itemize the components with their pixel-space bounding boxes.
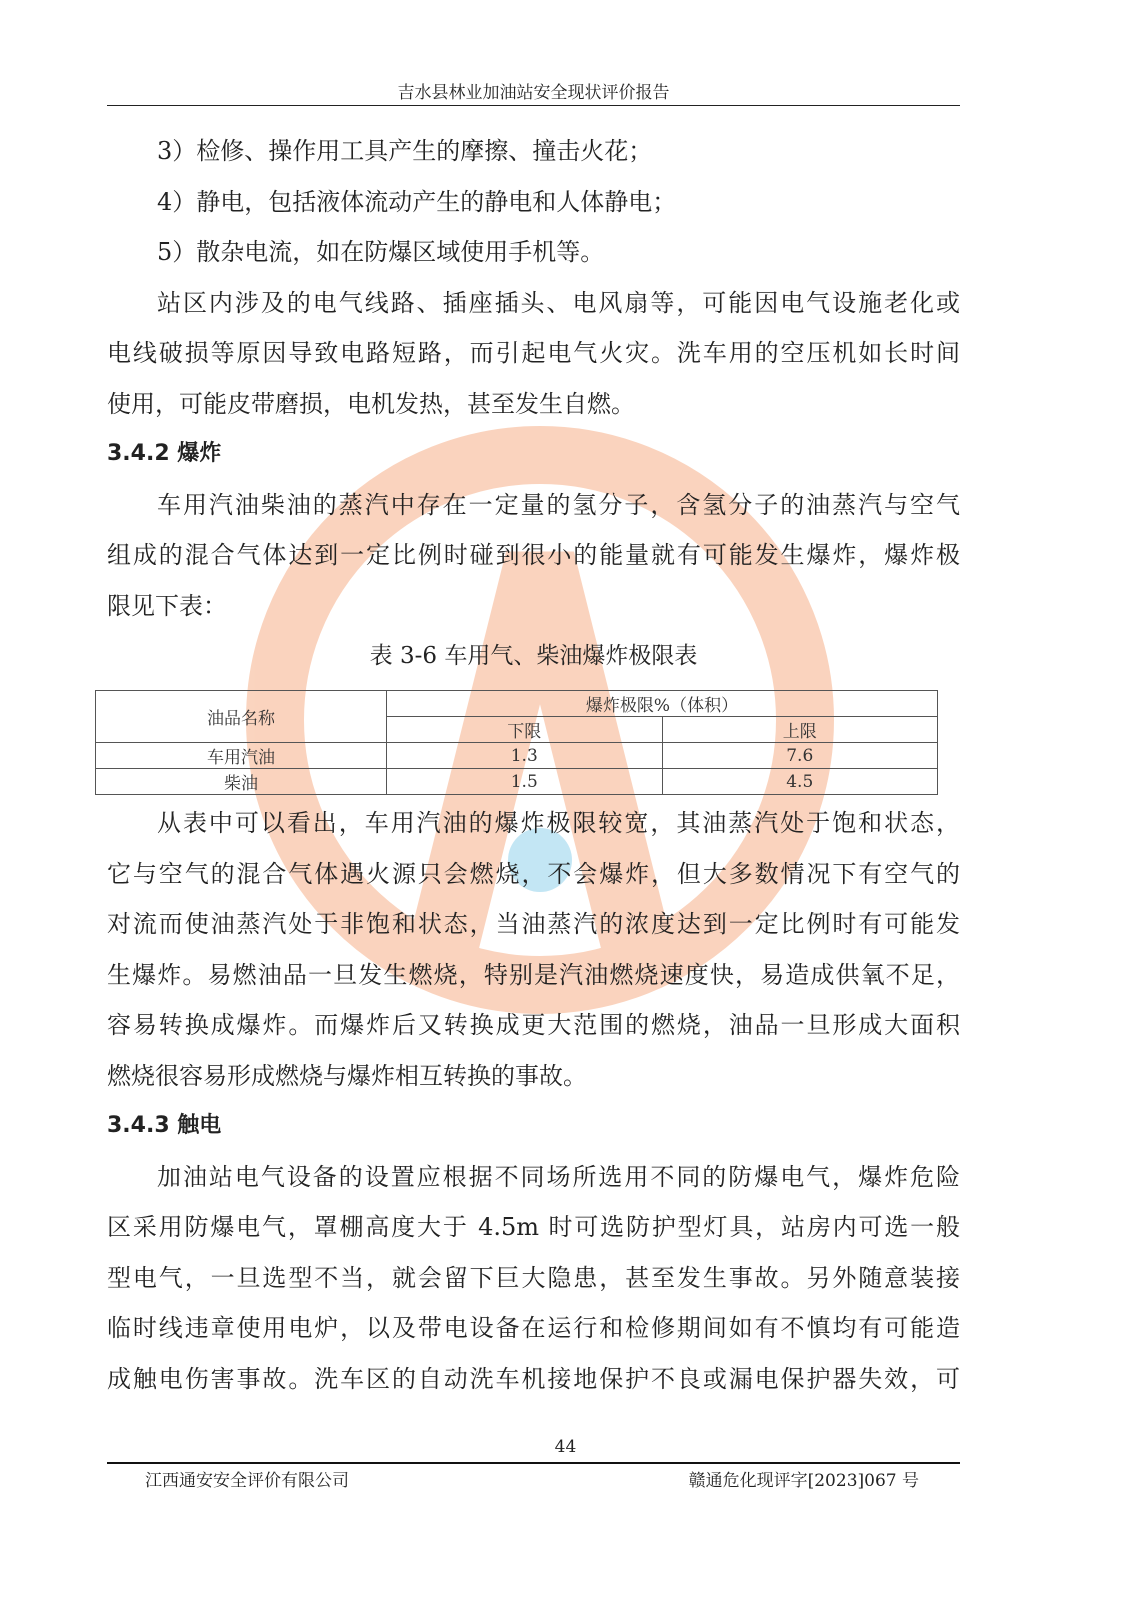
- paragraph-line: 燃烧很容易形成燃烧与爆炸相互转换的事故。: [107, 1061, 587, 1090]
- header-rule: [107, 105, 960, 106]
- cell: 1.5: [387, 769, 663, 795]
- paragraph-line: 限见下表：: [107, 591, 227, 620]
- table-row: [96, 769, 938, 795]
- paragraph-line: 电线破损等原因导致电路短路，而引起电气火灾。洗车用的空压机如长时间: [107, 339, 960, 367]
- paragraph-line: 生爆炸。易燃油品一旦发生燃烧，特别是汽油燃烧速度快，易造成供氧不足，: [107, 960, 960, 989]
- table-row: [96, 743, 938, 769]
- cell: 1.3: [387, 743, 663, 769]
- paragraph-line: 加油站电气设备的设置应根据不同场所选用不同的防爆电气，爆炸危险: [157, 1162, 960, 1191]
- paragraph-line: 从表中可以看出，车用汽油的爆炸极限较宽，其油蒸汽处于饱和状态，: [157, 809, 960, 837]
- paragraph-line: 组成的混合气体达到一定比例时碰到很小的能量就有可能发生爆炸，爆炸极: [107, 541, 960, 569]
- paragraph-line: 型电气，一旦选型不当，就会留下巨大隐患，甚至发生事故。另外随意装接: [107, 1263, 960, 1292]
- cell: 7.6: [662, 743, 938, 769]
- paragraph-line: 成触电伤害事故。洗车区的自动洗车机接地保护不良或漏电保护器失效，可: [107, 1364, 960, 1393]
- paragraph-line: 4）静电，包括液体流动产生的静电和人体静电；: [157, 187, 677, 216]
- table-caption: 表 3-6 车用气、柴油爆炸极限表: [369, 643, 698, 669]
- section-heading: 3.4.2 爆炸: [107, 441, 222, 466]
- footer-rule: [107, 1462, 960, 1464]
- col-header-upper: 上限: [662, 717, 938, 743]
- cell: 柴油: [96, 769, 387, 795]
- paragraph-line: 容易转换成爆炸。而爆炸后又转换成更大范围的燃烧，油品一旦形成大面积: [107, 1011, 960, 1039]
- footer-doc-number: 赣通危化现评字[2023]067 号: [688, 1471, 919, 1491]
- paragraph-line: 使用，可能皮带磨损，电机发热，甚至发生自燃。: [107, 389, 635, 418]
- col-header-explosion-limit: 爆炸极限%（体积）: [387, 691, 938, 717]
- paragraph-line: 站区内涉及的电气线路、插座插头、电风扇等，可能因电气设施老化或: [157, 288, 960, 317]
- paragraph-line: 区采用防爆电气，罩棚高度大于 4.5m 时可选防护型灯具，站房内可选一般: [107, 1213, 960, 1241]
- explosion-limit-table: [95, 690, 938, 795]
- col-header-lower: 下限: [387, 717, 663, 743]
- paragraph-line: 临时线违章使用电炉，以及带电设备在运行和检修期间如有不慎均有可能造: [107, 1314, 960, 1342]
- page-number: 44: [554, 1437, 577, 1457]
- paragraph-line: 5）散杂电流，如在防爆区域使用手机等。: [157, 238, 605, 266]
- cell: 4.5: [662, 769, 938, 795]
- running-header: 吉水县林业加油站安全现状评价报告: [397, 83, 670, 103]
- paragraph-line: 对流而使油蒸汽处于非饱和状态，当油蒸汽的浓度达到一定比例时有可能发: [107, 910, 960, 938]
- paragraph-line: 3）检修、操作用工具产生的摩擦、撞击火花；: [157, 137, 653, 165]
- col-header-oil-name: 油品名称: [96, 691, 387, 743]
- footer-company: 江西通安安全评价有限公司: [145, 1471, 349, 1491]
- section-heading: 3.4.3 触电: [107, 1113, 222, 1138]
- paragraph-line: 车用汽油柴油的蒸汽中存在一定量的氢分子，含氢分子的油蒸汽与空气: [157, 490, 960, 519]
- cell: 车用汽油: [96, 743, 387, 769]
- paragraph-line: 它与空气的混合气体遇火源只会燃烧，不会爆炸，但大多数情况下有空气的: [107, 859, 960, 888]
